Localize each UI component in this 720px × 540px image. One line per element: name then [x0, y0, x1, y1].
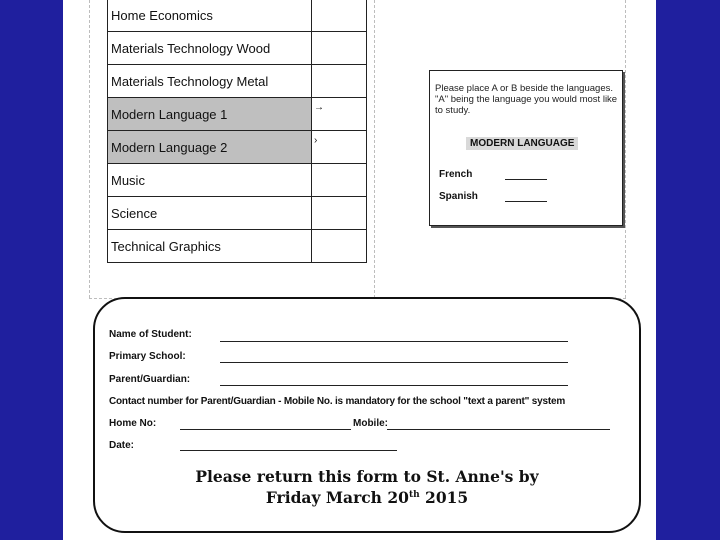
page-guide-left [89, 0, 90, 298]
modern-language-box [429, 70, 623, 226]
mobile-line[interactable] [387, 429, 610, 430]
subject-table [107, 0, 367, 263]
mobile-label: Mobile: [353, 418, 388, 429]
subject-row [108, 65, 367, 98]
student-details-box [93, 297, 641, 533]
home-number-line[interactable] [180, 429, 351, 430]
subject-name: Modern Language 2 [108, 131, 312, 164]
language-choice-line-french[interactable] [505, 179, 547, 180]
subject-name: Science [108, 197, 312, 230]
contact-note: Contact number for Parent/Guardian - Mobile No. is mandatory for the school "text a parent" system [109, 396, 566, 407]
subject-row [108, 32, 367, 65]
subject-choice-box[interactable] [312, 131, 367, 164]
parent-guardian-line[interactable] [220, 385, 568, 386]
student-name-label: Name of Student: [109, 329, 192, 340]
return-date-text: Friday March 20 [265, 488, 409, 507]
subject-choice-box[interactable] [312, 230, 367, 263]
subject-choice-box[interactable] [312, 32, 367, 65]
subject-name: Music [108, 164, 312, 197]
return-year-text: 2015 [419, 488, 469, 507]
subject-row [108, 164, 367, 197]
student-name-line[interactable] [220, 341, 568, 342]
language-instruction: Please place A or B beside the languages. "A" being the language you would most like to study. [435, 83, 618, 116]
primary-school-line[interactable] [220, 362, 568, 363]
home-number-label: Home No: [109, 418, 157, 429]
subject-choice-box[interactable] [312, 164, 367, 197]
subject-name: Materials Technology Metal [108, 65, 312, 98]
date-label: Date: [109, 440, 135, 451]
subject-row [108, 0, 367, 32]
subject-name: Home Economics [108, 0, 312, 32]
return-notice-line1: Please return this form to St. Anne's by [195, 467, 539, 486]
language-choice-line-spanish[interactable] [505, 201, 547, 202]
subject-row [108, 98, 367, 131]
primary-school-label: Primary School: [109, 351, 186, 362]
subject-row [108, 197, 367, 230]
small-arrow-icon: → [314, 102, 324, 113]
language-option-spanish: Spanish [439, 191, 478, 202]
return-notice-line2 [95, 488, 639, 507]
parent-guardian-label: Parent/Guardian: [109, 374, 191, 385]
small-arrow-icon: › [314, 135, 318, 146]
subject-choice-box[interactable] [312, 0, 367, 32]
subject-row [108, 131, 367, 164]
language-heading: MODERN LANGUAGE [466, 137, 578, 150]
page-guide-center [374, 0, 375, 298]
date-line[interactable] [180, 450, 397, 451]
page-guide-right [625, 0, 626, 298]
subject-name: Technical Graphics [108, 230, 312, 263]
subject-row [108, 230, 367, 263]
subject-choice-box[interactable] [312, 98, 367, 131]
language-option-french: French [439, 169, 473, 180]
subject-name: Modern Language 1 [108, 98, 312, 131]
subject-choice-box[interactable] [312, 197, 367, 230]
subject-choice-box[interactable] [312, 65, 367, 98]
subject-name: Materials Technology Wood [108, 32, 312, 65]
return-date-suffix: th [408, 489, 420, 500]
form-page [63, 0, 656, 540]
